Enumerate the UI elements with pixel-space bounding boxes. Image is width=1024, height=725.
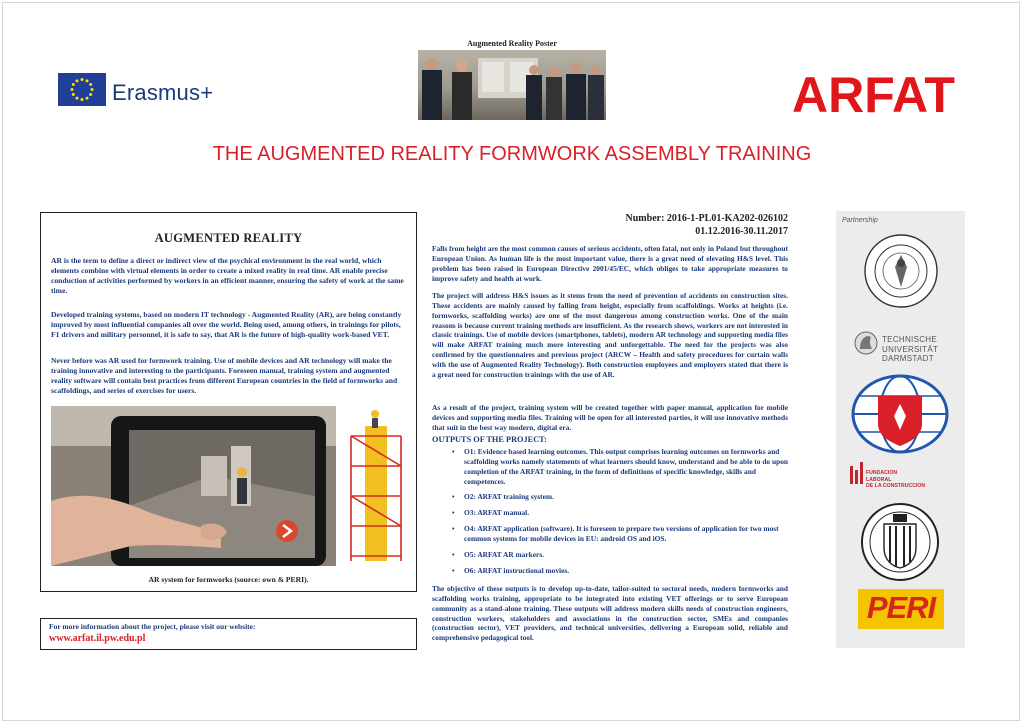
- eu-star-icon: [81, 78, 84, 81]
- eu-flag-logo: [58, 73, 106, 106]
- eu-star-icon: [76, 97, 79, 100]
- eu-star-icon: [89, 93, 92, 96]
- middle-paragraph-4: The objective of these outputs is to develop up-to-date, tailor-suited to sectoral needs, modern formworks and scaffolding works training, appropriate to be integrated into existing VET offerings or to serve European community as a stand-alone training. These outputs will address modern skills needs of construction engineers, construction workers, stakeholders and associations in the construction sector, SMEs and companies (construction sector), VET providers, and technical universities, delivering a European solid, reliable and comprehensive pedagogical tool.: [432, 584, 788, 643]
- output-item: • O3: ARFAT manual.: [432, 508, 788, 518]
- eu-star-icon: [81, 98, 84, 101]
- warsaw-university-seal-logo: [863, 233, 939, 309]
- tu-darmstadt-logo: [882, 335, 938, 364]
- ar-paragraph-1: AR is the term to define a direct or indirect view of the psychical environment in the real world, which elements combine with virtual elements in order to create a mixed reality in real time. AR enable precise conduction of activities performed by workers in an efficient manner, ensuring the safety of work at the same time.: [51, 256, 404, 296]
- erasmus-plus-logo: Erasmus+: [112, 80, 214, 105]
- outputs-title: OUTPUTS OF THE PROJECT:: [432, 435, 547, 444]
- info-text: For more information about the project, please visit our website:: [49, 622, 256, 631]
- outputs-list: [432, 447, 788, 581]
- fundacion-laboral-logo: [866, 470, 925, 490]
- eu-star-icon: [91, 88, 94, 91]
- eu-star-icon: [71, 88, 74, 91]
- tu-line-1: TECHNISCHE: [882, 335, 938, 344]
- project-number-block: [432, 212, 788, 238]
- middle-paragraph-3: As a result of the project, training system will be created together with paper manual, application for mobile devices and supporting media files. Training will be open for all interested parties, it will use innovative methods that suit in the best way modern, digital era.: [432, 403, 788, 432]
- main-title: THE AUGMENTED REALITY FORMWORK ASSEMBLY TRAINING: [212, 143, 812, 165]
- tu-darmstadt-athena-icon: [854, 329, 878, 359]
- middle-paragraph-2: The project will address H&S issues as it stems from the need of prevention of accidents on construction sites. These accidents are mainly caused by falling from height, especially from scaffoldings. Works at heights (i.e. formworks, scaffolding works) are one of the most dangerous among construction works. One of the main reasons is because current training methods are insufficient. As the research shows, workers are not interested in classic trainings. Use of mobile devices (smartphones, tablets), modern AR technology and supporting media files will make ARFAT training much more interesting and unforgettable. The need for the projects was also confirmed by the questionnaires and previous project (ARCW – Health and safety procedures for curtain walls with the use of Augmented Reality Technology). Both construction employees and employers stated that there is a great need for construction trainings with the use of AR.: [432, 291, 788, 379]
- middle-paragraph-1: Falls from height are the most common causes of serious accidents, often fatal, not only in Poland but throughout European Union. As human life is the most important value, there is a great need of elevating H&S level. This problem has been raised in European Directive 2001/45/EC, which obliges to take appropriate measures to improve safety and health at work.: [432, 244, 788, 283]
- eu-star-icon: [89, 83, 92, 86]
- partnership-panel: [836, 211, 965, 648]
- arfat-logo: ARFAT: [792, 67, 955, 123]
- project-number: Number: 2016-1-PL01-KA202-026102: [625, 213, 788, 224]
- tablet-ar-image: [51, 406, 336, 566]
- output-item: • O1: Evidence based learning outcomes. This output comprises learning outcomes on formworks and scaffolding works namely statements of what learners should know, understand and be able to do upon completion of the ARFAT training, in the form of definitions of specific knowledge, skills and competences.: [432, 447, 788, 486]
- globe-emblem-logo: [850, 374, 950, 454]
- eu-star-icon: [72, 83, 75, 86]
- eu-star-icon: [86, 79, 89, 82]
- output-item: • O2: ARFAT training system.: [432, 492, 788, 502]
- formwork-tower-image: [343, 406, 409, 566]
- tu-line-2: UNIVERSITÄT: [882, 344, 939, 354]
- poster-caption: Augmented Reality Poster: [467, 39, 557, 48]
- output-item: • O5: ARFAT AR markers.: [432, 550, 788, 560]
- fundacion-laboral-icon: [850, 462, 864, 486]
- partnership-label: Partnership: [842, 217, 878, 224]
- flc-line-3: DE LA CONSTRUCCION: [866, 483, 926, 489]
- eu-star-icon: [72, 93, 75, 96]
- poster-photo: [418, 50, 606, 120]
- aragon-university-seal-logo: [850, 502, 950, 582]
- eu-star-icon: [86, 97, 89, 100]
- peri-logo-text: PERI: [866, 590, 936, 625]
- tu-line-3: DARMSTADT: [882, 354, 934, 364]
- info-box: [40, 618, 417, 650]
- ar-paragraph-2: Developed training systems, based on modern IT technology - Augmented Reality (AR), are being constantly improved by most influential companies all over the world. Being used, among others, in trainings for pilots, F1 drivers and military personnel, it is safe to say, that AR is the future of high-quality work-based VET.: [51, 310, 402, 340]
- website-link[interactable]: www.arfat.il.pw.edu.pl: [49, 633, 146, 644]
- peri-logo: [858, 589, 944, 629]
- ar-image-caption: AR system for formworks (source: own & PERI).: [148, 575, 309, 584]
- project-dates: 01.12.2016-30.11.2017: [695, 226, 788, 237]
- output-item: • O6: ARFAT instructional movies.: [432, 566, 788, 576]
- output-item: • O4: ARFAT application (software). It is foreseen to prepare two versions of application for two most common systems for mobile devices in EU: android OS and iOS.: [432, 524, 788, 544]
- augmented-reality-box: [40, 212, 417, 592]
- flc-line-1: FUNDACION: [866, 470, 898, 476]
- ar-paragraph-3: Never before was AR used for formwork training. Use of mobile devices and AR technology will make the training innovative and interesting to the participants. Foreseen manual, training system and augmented reality software will contain best practices from different European countries in the field of formworks and scaffoldings, and series of exercises for users.: [51, 356, 398, 396]
- flc-line-2: LABORAL: [866, 476, 892, 483]
- eu-star-icon: [76, 79, 79, 82]
- ar-heading: AUGMENTED REALITY: [154, 231, 303, 245]
